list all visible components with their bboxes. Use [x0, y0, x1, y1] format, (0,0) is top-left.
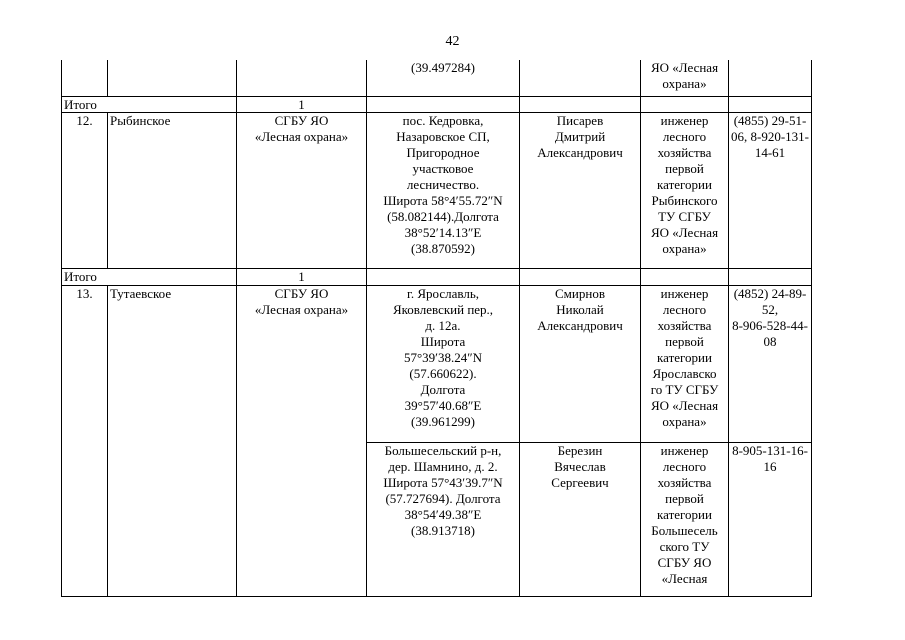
text-line: первой	[665, 334, 704, 350]
total-label: Итого	[62, 96, 237, 113]
text-line: Ярославско	[652, 365, 717, 381]
total-count: 1	[237, 269, 367, 286]
text-line: категории	[657, 506, 712, 522]
text-line: (57.660622).	[409, 365, 477, 381]
text-line: Писарев	[556, 113, 604, 129]
text-line: ЯО «Лесная	[650, 397, 719, 413]
text-line: лесного	[662, 129, 707, 145]
text-line: инженер	[660, 443, 709, 459]
text-line: д. 12а.	[425, 318, 461, 334]
text-line: охрана»	[662, 413, 707, 429]
text-line: Вячеслав	[554, 459, 606, 475]
text-line: Дмитрий	[554, 129, 606, 145]
cell-org	[237, 60, 367, 96]
text-line: Большесельский р-н,	[384, 443, 502, 459]
cell-empty	[729, 269, 812, 286]
total-label: Итого	[62, 269, 237, 286]
text-line: ЯО «Лесная	[650, 224, 719, 240]
text-line: (58.082144).Долгота	[387, 208, 499, 224]
text-line: инженер	[660, 286, 709, 302]
text-line: охрана»	[662, 75, 707, 91]
text-line: Яковлевский пер.,	[392, 302, 494, 318]
text-line: 57°39′38.24″N	[403, 349, 483, 365]
text-line: СГБУ ЯО	[274, 113, 329, 129]
text-line: хозяйства	[657, 145, 712, 161]
text-line: лесного	[662, 459, 707, 475]
total-count: 1	[237, 96, 367, 113]
text-line: 52,	[761, 302, 779, 318]
cell-empty	[641, 96, 729, 113]
text-line: Пригородное	[406, 145, 480, 161]
text-line: Александрович	[537, 318, 623, 334]
text-line: «Лесная охрана»	[254, 302, 349, 318]
text-line: инженер	[660, 113, 709, 129]
text-line: Назаровское СП,	[396, 129, 490, 145]
forest-guard-contacts-table	[61, 60, 812, 597]
cell-phone	[729, 286, 812, 443]
cell-person	[520, 443, 641, 597]
cell-position	[641, 113, 729, 269]
cell-person	[520, 113, 641, 269]
cell-person	[520, 286, 641, 443]
text-line: «Лесная	[661, 570, 708, 586]
text-line: хозяйства	[657, 475, 712, 491]
text-line: 16	[763, 459, 777, 475]
text-line: участковое	[412, 161, 474, 177]
cell-empty	[641, 269, 729, 286]
cell-empty	[367, 269, 520, 286]
text-line: лесничество.	[406, 177, 480, 193]
text-line: Широта	[420, 334, 466, 350]
table-row-continuation	[62, 60, 812, 96]
cell-location	[367, 60, 520, 96]
cell-empty	[729, 96, 812, 113]
text-line: (39.961299)	[411, 413, 475, 429]
cell-num	[62, 60, 108, 96]
text-line: пос. Кедровка,	[402, 113, 484, 129]
cell-district	[108, 60, 237, 96]
cell-phone	[729, 60, 812, 96]
cell-position	[641, 286, 729, 443]
text-line: 06, 8-920-131-	[731, 129, 809, 145]
cell-position	[641, 60, 729, 96]
text-line: г. Ярославль,	[406, 286, 480, 302]
text-line: ЯО «Лесная	[650, 60, 719, 75]
text-line: СГБУ ЯО	[657, 554, 712, 570]
text-line: хозяйства	[657, 318, 712, 334]
text-line: (4855) 29-51-	[733, 113, 807, 129]
cell-org	[237, 286, 367, 597]
text-line: ТУ СГБУ	[658, 208, 711, 224]
page-number: 42	[445, 34, 460, 49]
text-line: ского ТУ	[659, 538, 710, 554]
text-line: Александрович	[537, 145, 623, 161]
text-line: дер. Шамнино, д. 2.	[388, 459, 498, 475]
text-line: 08	[763, 334, 777, 350]
text-line: Долгота	[420, 381, 466, 397]
text-line: Широта 58°4′55.72″N	[383, 192, 503, 208]
text-line: (4852) 24-89-	[733, 286, 807, 302]
text-line: 38°52′14.13″E	[404, 224, 482, 240]
table-row	[62, 113, 812, 269]
text-line: категории	[657, 349, 712, 365]
text-line: го ТУ СГБУ	[650, 381, 719, 397]
cell-district: Тутаевское	[108, 286, 237, 597]
cell-person	[520, 60, 641, 96]
text-line: (39.497284)	[411, 60, 475, 75]
cell-phone	[729, 443, 812, 597]
text-line: 38°54′49.38″E	[404, 506, 482, 522]
cell-num: 12.	[62, 113, 108, 269]
text-line: Сергеевич	[551, 475, 609, 491]
text-line: СГБУ ЯО	[274, 286, 329, 302]
text-line: 39°57′40.68″E	[404, 397, 482, 413]
text-line: (38.870592)	[411, 240, 475, 256]
cell-district: Рыбинское	[108, 113, 237, 269]
text-line: (38.913718)	[411, 522, 475, 538]
cell-org	[237, 113, 367, 269]
text-line: Николай	[556, 302, 604, 318]
cell-empty	[367, 96, 520, 113]
text-line: Широта 57°43′39.7″N	[383, 475, 503, 491]
text-line: 14-61	[754, 145, 786, 161]
text-line: Смирнов	[555, 286, 605, 302]
text-line: «Лесная охрана»	[254, 129, 349, 145]
cell-num: 13.	[62, 286, 108, 597]
text-line: охрана»	[662, 240, 707, 256]
text-line: 8-905-131-16-	[732, 443, 808, 459]
cell-empty	[520, 269, 641, 286]
text-line: Большесель	[651, 522, 718, 538]
cell-position	[641, 443, 729, 597]
text-line: 8-906-528-44-	[732, 318, 808, 334]
cell-location	[367, 286, 520, 443]
table-row	[62, 286, 812, 443]
text-line: первой	[665, 161, 704, 177]
table-row-total	[62, 96, 812, 113]
text-line: категории	[657, 177, 712, 193]
text-line: Березин	[557, 443, 603, 459]
cell-phone	[729, 113, 812, 269]
text-line: (57.727694). Долгота	[385, 491, 501, 507]
cell-location	[367, 443, 520, 597]
table-row-total	[62, 269, 812, 286]
cell-empty	[520, 96, 641, 113]
cell-location	[367, 113, 520, 269]
text-line: первой	[665, 491, 704, 507]
text-line: Рыбинского	[651, 192, 718, 208]
text-line: лесного	[662, 302, 707, 318]
